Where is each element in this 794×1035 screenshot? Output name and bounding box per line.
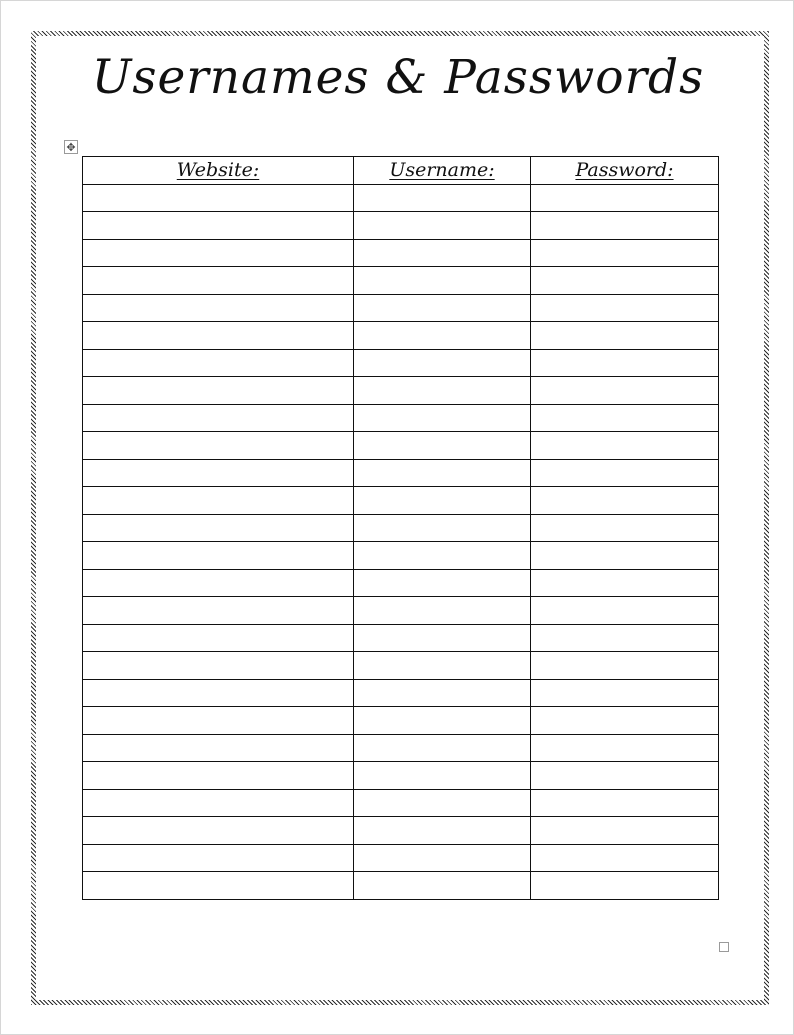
table-cell-password[interactable] (531, 459, 719, 487)
table-cell-website[interactable] (83, 514, 354, 542)
table-cell-password[interactable] (531, 294, 719, 322)
table-row (83, 294, 719, 322)
column-header-username: Username: (354, 157, 531, 185)
table-row (83, 184, 719, 212)
table-cell-username[interactable] (354, 817, 531, 845)
table-row (83, 212, 719, 240)
table-cell-password[interactable] (531, 624, 719, 652)
table-cell-website[interactable] (83, 762, 354, 790)
resize-square-icon[interactable] (719, 942, 729, 952)
table-cell-website[interactable] (83, 872, 354, 900)
table-cell-password[interactable] (531, 377, 719, 405)
table-cell-password[interactable] (531, 762, 719, 790)
table-cell-username[interactable] (354, 762, 531, 790)
table-row (83, 432, 719, 460)
table-cell-website[interactable] (83, 652, 354, 680)
table-cell-password[interactable] (531, 239, 719, 267)
table-cell-password[interactable] (531, 184, 719, 212)
table-cell-password[interactable] (531, 844, 719, 872)
table-cell-password[interactable] (531, 597, 719, 625)
table-row (83, 624, 719, 652)
table-cell-website[interactable] (83, 542, 354, 570)
table-cell-password[interactable] (531, 212, 719, 240)
table-row (83, 872, 719, 900)
table-cell-username[interactable] (354, 679, 531, 707)
table-row (83, 349, 719, 377)
table-cell-password[interactable] (531, 349, 719, 377)
table-row (83, 404, 719, 432)
table-row (83, 542, 719, 570)
move-arrows-icon[interactable]: ✥ (64, 140, 78, 154)
table-cell-username[interactable] (354, 514, 531, 542)
table-cell-username[interactable] (354, 184, 531, 212)
table-cell-password[interactable] (531, 514, 719, 542)
table-cell-password[interactable] (531, 322, 719, 350)
table-cell-website[interactable] (83, 789, 354, 817)
table-cell-website[interactable] (83, 597, 354, 625)
table-cell-password[interactable] (531, 404, 719, 432)
page-title: Usernames & Passwords (91, 50, 705, 105)
table-cell-website[interactable] (83, 322, 354, 350)
table-cell-website[interactable] (83, 404, 354, 432)
table-cell-username[interactable] (354, 872, 531, 900)
table-cell-username[interactable] (354, 322, 531, 350)
table-cell-password[interactable] (531, 872, 719, 900)
table-cell-username[interactable] (354, 624, 531, 652)
table-cell-website[interactable] (83, 569, 354, 597)
table-cell-password[interactable] (531, 652, 719, 680)
table-row (83, 707, 719, 735)
table-cell-website[interactable] (83, 184, 354, 212)
table-cell-username[interactable] (354, 844, 531, 872)
table-cell-username[interactable] (354, 432, 531, 460)
table-cell-password[interactable] (531, 542, 719, 570)
table-cell-username[interactable] (354, 267, 531, 295)
table-cell-website[interactable] (83, 212, 354, 240)
table-cell-username[interactable] (354, 734, 531, 762)
table-row (83, 267, 719, 295)
table-cell-username[interactable] (354, 487, 531, 515)
table-row (83, 569, 719, 597)
table-body (83, 184, 719, 899)
table-cell-password[interactable] (531, 734, 719, 762)
table-row (83, 679, 719, 707)
table-row (83, 377, 719, 405)
table-cell-password[interactable] (531, 432, 719, 460)
table-cell-website[interactable] (83, 294, 354, 322)
table-cell-username[interactable] (354, 789, 531, 817)
table-cell-website[interactable] (83, 707, 354, 735)
table-cell-website[interactable] (83, 239, 354, 267)
column-header-website: Website: (83, 157, 354, 185)
table-cell-username[interactable] (354, 377, 531, 405)
table-row (83, 239, 719, 267)
table-cell-password[interactable] (531, 707, 719, 735)
table-cell-website[interactable] (83, 624, 354, 652)
table-cell-website[interactable] (83, 817, 354, 845)
table-cell-website[interactable] (83, 459, 354, 487)
table-row (83, 652, 719, 680)
table-cell-website[interactable] (83, 432, 354, 460)
table-row (83, 597, 719, 625)
table-cell-website[interactable] (83, 267, 354, 295)
table-row (83, 487, 719, 515)
table-cell-username[interactable] (354, 652, 531, 680)
table-cell-password[interactable] (531, 487, 719, 515)
table-cell-website[interactable] (83, 844, 354, 872)
table-cell-username[interactable] (354, 404, 531, 432)
column-header-password: Password: (531, 157, 719, 185)
table-header-row (83, 157, 719, 185)
table-cell-website[interactable] (83, 487, 354, 515)
table-cell-username[interactable] (354, 707, 531, 735)
table-cell-password[interactable] (531, 817, 719, 845)
table-cell-website[interactable] (83, 734, 354, 762)
table-row (83, 459, 719, 487)
table-cell-password[interactable] (531, 789, 719, 817)
table-row (83, 514, 719, 542)
table-cell-username[interactable] (354, 212, 531, 240)
table-cell-website[interactable] (83, 349, 354, 377)
table-row (83, 734, 719, 762)
table-row (83, 762, 719, 790)
table-cell-website[interactable] (83, 377, 354, 405)
table-cell-password[interactable] (531, 569, 719, 597)
table-cell-username[interactable] (354, 569, 531, 597)
table-row (83, 844, 719, 872)
table-row (83, 322, 719, 350)
table-cell-website[interactable] (83, 679, 354, 707)
table-cell-username[interactable] (354, 597, 531, 625)
table-cell-username[interactable] (354, 239, 531, 267)
table-row (83, 789, 719, 817)
table-cell-username[interactable] (354, 459, 531, 487)
table-cell-username[interactable] (354, 542, 531, 570)
table-cell-password[interactable] (531, 679, 719, 707)
table-cell-username[interactable] (354, 294, 531, 322)
table-cell-username[interactable] (354, 349, 531, 377)
table-row (83, 817, 719, 845)
credentials-table (82, 156, 719, 900)
table-cell-password[interactable] (531, 267, 719, 295)
